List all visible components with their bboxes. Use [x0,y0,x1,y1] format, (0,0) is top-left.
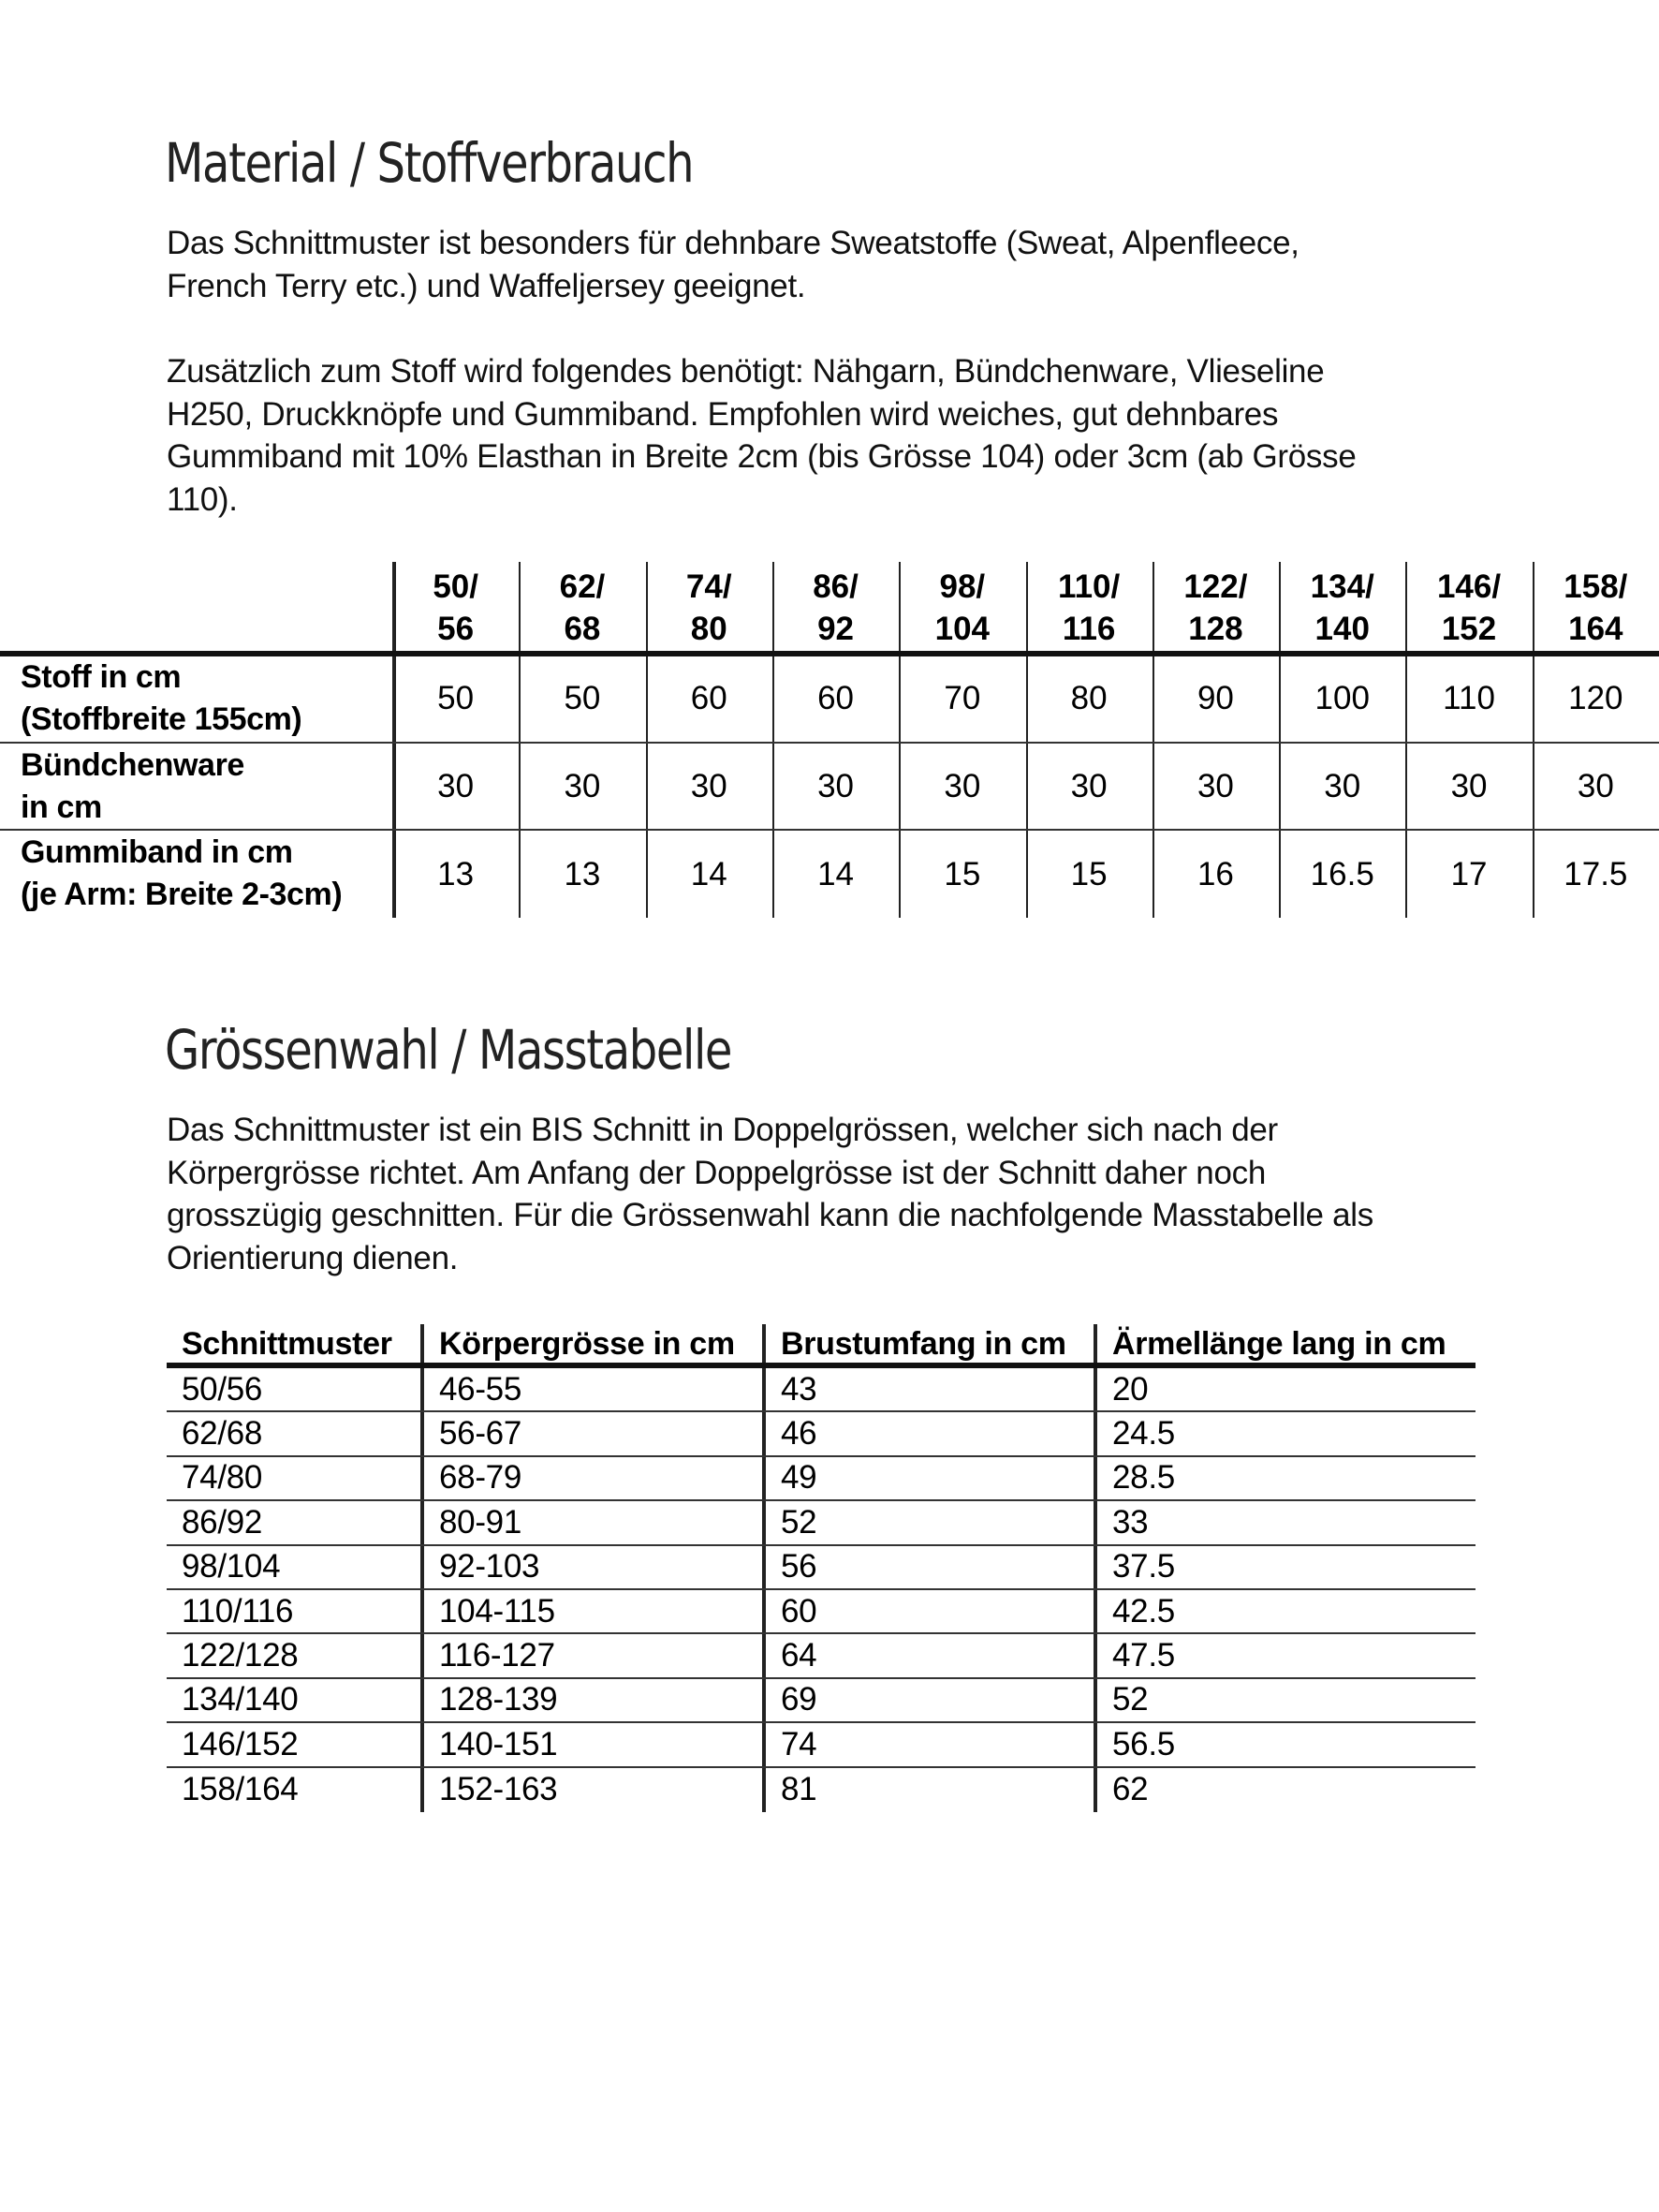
table-cell: 86/92 [182,1503,263,1541]
table-cell: 13 [564,855,601,892]
column-header: Körpergrösse in cm [420,1324,762,1363]
table-cell: 52 [762,1501,1094,1543]
table-cell: 30 [1450,768,1488,804]
material-paragraph-1 [167,222,1524,307]
size-header: 98/ 104 [934,568,991,647]
table-row [167,1412,1475,1456]
table-cell: 90 [1197,680,1234,716]
table-cell: 70 [944,680,981,716]
table-cell: 152-163 [420,1768,762,1812]
table-cell: 30 [564,768,601,804]
table-cell: 60 [690,680,727,716]
table-cell: 110/116 [182,1592,294,1630]
size-measurement-table [167,1324,1475,1812]
text-line: grosszügig geschnitten. Für die Grössenwahl kann die nachfolgende Masstabelle als [167,1197,1373,1233]
table-cell: 30 [1324,768,1361,804]
table-row [167,1368,1475,1412]
column-header: Schnittmuster [182,1326,392,1362]
table-cell: 56-67 [420,1412,762,1454]
table-cell: 128-139 [420,1679,762,1721]
table-cell: 37.5 [1094,1546,1475,1588]
table-cell: 14 [817,855,854,892]
text-line: Das Schnittmuster ist besonders für dehnbare Sweatstoffe (Sweat, Alpenfleece, [167,225,1299,261]
size-paragraph [167,1109,1524,1279]
table-cell: 50 [564,680,601,716]
size-header: 110/ 116 [1058,568,1121,647]
table-cell: 81 [762,1768,1094,1812]
table-cell: 60 [762,1590,1094,1632]
table-cell: 30 [437,768,475,804]
table-row [167,1501,1475,1545]
table-cell: 30 [1197,768,1234,804]
table-cell: 56 [762,1546,1094,1588]
text-line: H250, Druckknöpfe und Gummiband. Empfohlen wird weiches, gut dehnbares [167,395,1279,433]
table-cell: 134/140 [182,1681,299,1718]
size-header: 50/ 56 [433,568,478,647]
text-line: French Terry etc.) und Waffeljersey geeignet. [167,267,806,304]
table-cell: 15 [944,855,981,892]
table-cell: 49 [762,1457,1094,1499]
table-cell: 110 [1443,680,1495,716]
table-cell: 104-115 [420,1590,762,1632]
size-header: 122/ 128 [1183,568,1248,647]
section-title-size-chart: Grössenwahl / Masstabelle [165,1018,732,1082]
table-cell: 28.5 [1094,1457,1475,1499]
table-cell: 80-91 [420,1501,762,1543]
size-header: 134/ 140 [1310,568,1374,647]
table-cell: 30 [817,768,854,804]
table-cell: 100 [1314,680,1370,716]
table-row [167,1679,1475,1723]
size-header: 74/ 80 [685,568,732,647]
table-cell: 98/104 [182,1548,281,1585]
text-line: Gummiband mit 10% Elasthan in Breite 2cm (bis Grösse 104) oder 3cm (ab Grösse [167,438,1357,475]
table-cell: 116-127 [420,1634,762,1676]
column-header: Brustumfang in cm [762,1324,1094,1363]
table-cell: 33 [1094,1501,1475,1543]
table-cell: 92-103 [420,1546,762,1588]
size-header: 146/ 152 [1436,568,1502,647]
size-header: 158/ 164 [1564,568,1628,647]
table-cell: 30 [1070,768,1108,804]
table-cell: 17 [1450,855,1488,892]
table-cell: 13 [437,855,475,892]
table-cell: 30 [690,768,727,804]
table-cell: 146/152 [182,1725,299,1762]
table-cell: 15 [1070,855,1108,892]
table-cell: 69 [762,1679,1094,1721]
table-cell: 120 [1568,680,1623,716]
text-line: Orientierung dienen. [167,1239,459,1276]
size-header: 62/ 68 [559,568,606,647]
table-cell: 68-79 [420,1457,762,1499]
table-cell: 80 [1070,680,1108,716]
table-row [167,1457,1475,1501]
table-cell: 56.5 [1094,1723,1475,1765]
table-cell: 62 [1094,1768,1475,1812]
table-cell: 60 [817,680,854,716]
section-title-material: Material / Stoffverbrauch [165,131,694,195]
table-cell: 52 [1094,1679,1475,1721]
size-header: 86/ 92 [813,568,859,647]
table-row [167,1590,1475,1634]
table-cell: 14 [690,855,727,892]
table-cell: 16 [1197,855,1234,892]
table-cell: 140-151 [420,1723,762,1765]
table-cell: 158/164 [182,1771,299,1808]
table-cell: 74/80 [182,1459,263,1497]
table-cell: 17.5 [1564,855,1628,892]
row-label: Gummiband in cm (je Arm: Breite 2-3cm) [21,834,343,912]
column-header: Ärmellänge lang in cm [1094,1324,1475,1363]
table-cell: 42.5 [1094,1590,1475,1632]
text-line: 110). [167,480,238,518]
row-label: Stoff in cm (Stoffbreite 155cm) [21,658,302,737]
table-cell: 74 [762,1723,1094,1765]
table-cell: 20 [1094,1368,1475,1410]
table-cell: 62/68 [182,1415,263,1453]
text-line: Körpergrösse richtet. Am Anfang der Doppelgrösse ist der Schnitt daher noch [167,1154,1266,1191]
material-paragraph-2 [167,350,1524,521]
table-cell: 30 [1577,768,1614,804]
row-label: Bündchenware in cm [21,746,244,825]
table-cell: 50/56 [182,1370,263,1408]
table-row [167,1768,1475,1812]
table-row [167,1546,1475,1590]
table-cell: 47.5 [1094,1634,1475,1676]
table-cell: 64 [762,1634,1094,1676]
table-cell: 46-55 [420,1368,762,1410]
table-cell: 43 [762,1368,1094,1410]
table-cell: 122/128 [182,1637,299,1674]
fabric-consumption-table [0,562,1659,918]
table-row [167,1723,1475,1767]
table-row [167,1634,1475,1678]
text-line: Zusätzlich zum Stoff wird folgendes benötigt: Nähgarn, Bündchenware, Vlieseline [167,353,1325,390]
table-cell: 30 [944,768,981,804]
table-header-row [167,1324,1475,1368]
table-cell: 16.5 [1310,855,1374,892]
table-cell: 46 [762,1412,1094,1454]
table-cell: 50 [437,680,475,716]
table-cell: 24.5 [1094,1412,1475,1454]
text-line: Das Schnittmuster ist ein BIS Schnitt in Doppelgrössen, welcher sich nach der [167,1112,1278,1148]
